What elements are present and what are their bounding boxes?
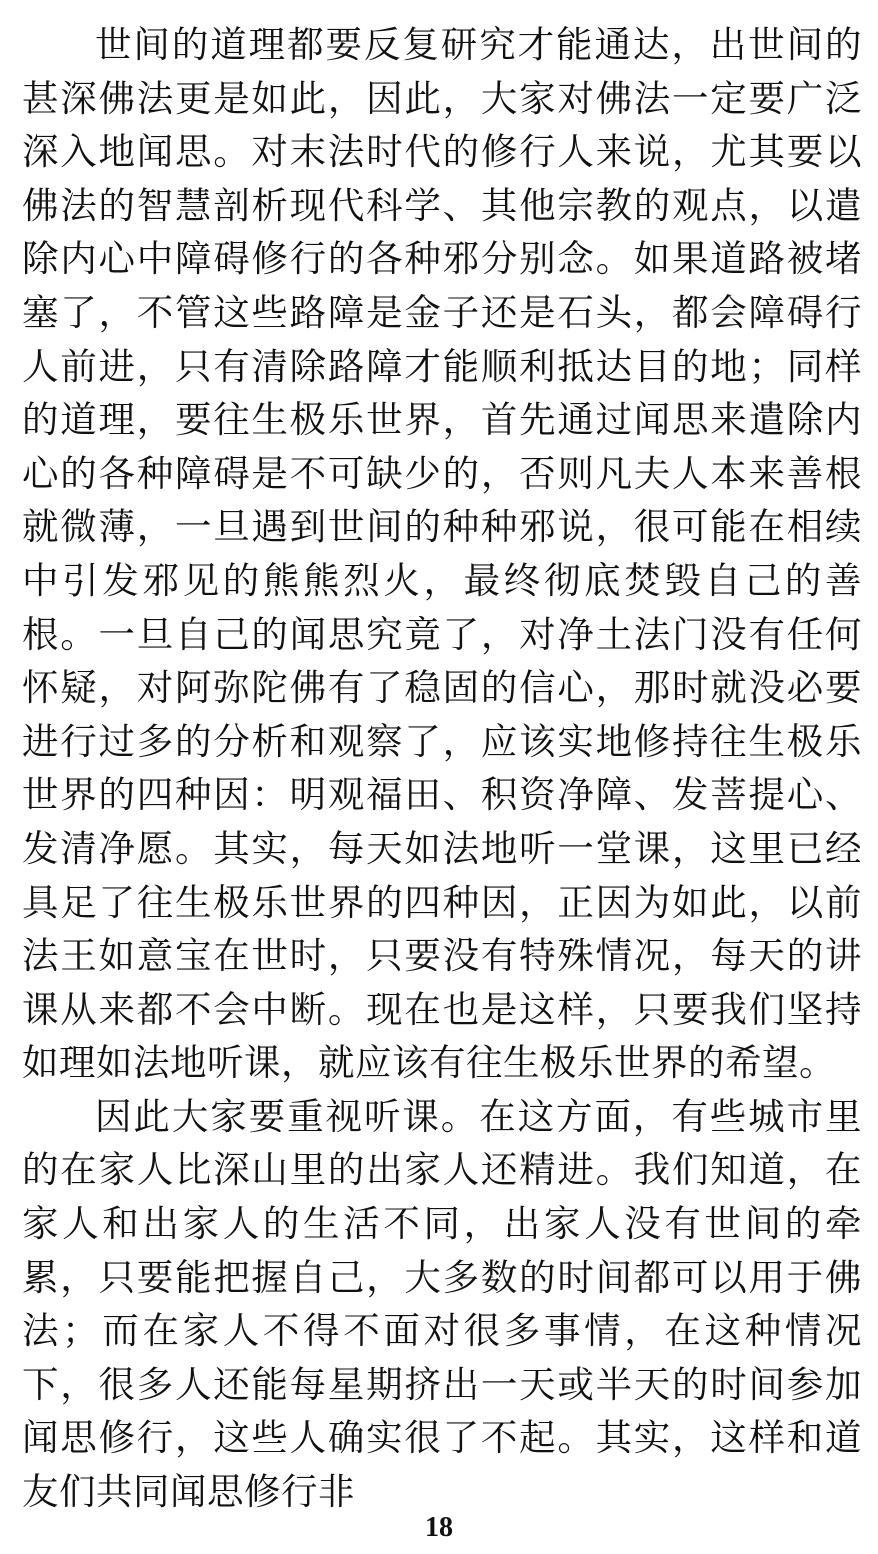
body-text	[22, 18, 862, 1519]
paragraph-2: 因此大家要重视听课。在这方面，有些城市里的在家人比深山里的出家人还精进。我们知道，在家人和出家人的生活不同，出家人没有世间的牵累，只要能把握自己，大多数的时间都可以用于佛法；而在家人不得不面对很多事情，在这种情况下，很多人还能每星期挤出一天或半天的时间参加闻思修行，这些人确实很了不起。其实，这样和道友们共同闻思修行非	[22, 1094, 862, 1514]
page-number: 18	[425, 1512, 453, 1543]
paragraph-1: 世间的道理都要反复研究才能通达，出世间的甚深佛法更是如此，因此，大家对佛法一定要广泛深入地闻思。对末法时代的修行人来说，尤其要以佛法的智慧剖析现代科学、其他宗教的观点，以遣除内心中障碍修行的各种邪分别念。如果道路被堵塞了，不管这些路障是金子还是石头，都会障碍行人前进，只有清除路障才能顺利抵达目的地；同样的道理，要往生极乐世界，首先通过闻思来遣除内心的各种障碍是不可缺少的，否则凡夫人本来善根就微薄，一旦遇到世间的种种邪说，很可能在相续中引发邪见的熊熊烈火，最终彻底焚毁自己的善根。一旦自己的闻思究竟了，对净土法门没有任何怀疑，对阿弥陀佛有了稳固的信心，那时就没必要进行过多的分析和观察了，应该实地修持往生极乐世界的四种因：明观福田、积资净障、发菩提心、发清净愿。其实，每天如法地听一堂课，这里已经具足了往生极乐世界的四种因，正因为如此，以前法王如意宝在世时，只要没有特殊情况，每天的讲课从来都不会中断。现在也是这样，只要我们坚持如理如法地听课，就应该有往生极乐世界的希望。	[22, 23, 862, 1085]
